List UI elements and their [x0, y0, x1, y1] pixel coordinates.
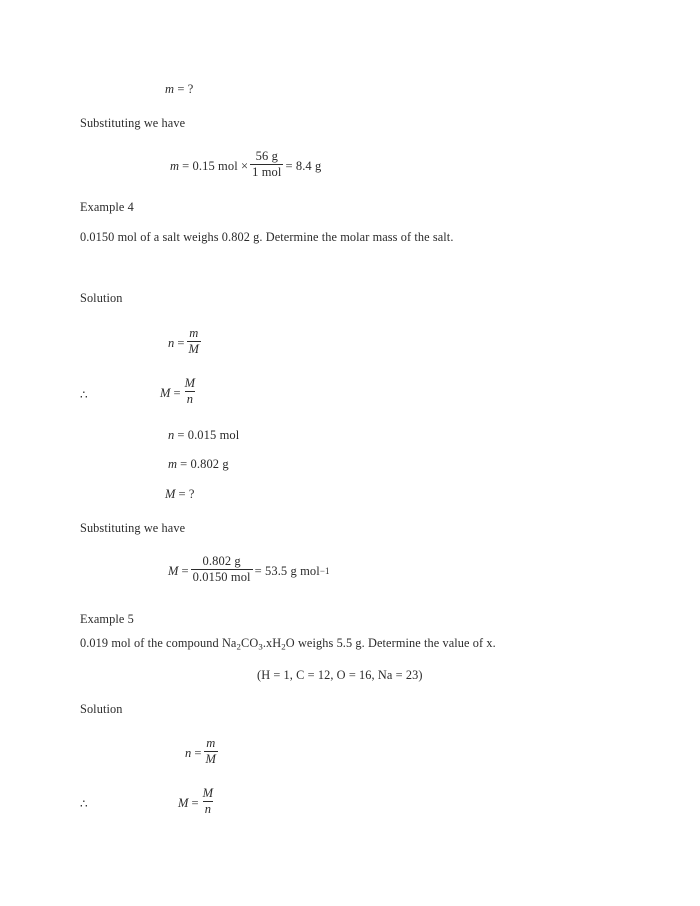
superscript-minus-one: −1 — [319, 565, 330, 576]
equation-mass-rhs: = 8.4 g — [285, 158, 322, 173]
fraction-denominator: n — [204, 801, 212, 816]
heading-example-4: Example 4 — [80, 200, 134, 214]
equation-M-equals-M-over-n-2: M = $\frac{M}{n}$ — [178, 786, 214, 816]
problem-statement-example-4: 0.0150 mol of a salt weighs 0.802 g. Determine the molar mass of the salt. — [80, 230, 454, 244]
fraction-denominator: n — [186, 391, 194, 406]
problem-statement-example-5 — [80, 636, 496, 652]
problem-text-after: O weighs 5.5 g. Determine the value of x. — [285, 636, 496, 650]
atomic-masses-note: (H = 1, C = 12, O = 16, Na = 23) — [257, 668, 423, 682]
fraction-numerator: 56 g — [255, 149, 278, 164]
subscript-co-3: 3 — [258, 641, 263, 652]
fraction-denominator: M — [188, 341, 200, 356]
equation-m-unknown: m = ? — [165, 82, 194, 96]
subscript-na-2: 2 — [236, 641, 242, 652]
heading-solution-1: Solution — [80, 291, 123, 305]
therefore-symbol-2: ∴ — [80, 797, 88, 811]
fraction-numerator: M — [202, 786, 214, 801]
equation-n-equals-m-over-M-2: n = $\frac{m}{M}$ — [185, 736, 217, 766]
fraction-denominator: 0.0150 mol — [192, 569, 251, 584]
fraction-0802g-00150mol — [191, 555, 253, 584]
heading-example-5: Example 5 — [80, 612, 134, 626]
equation-molar-mass-rhs: = 53.5 g mol — [254, 563, 320, 578]
therefore-symbol-1: ∴ — [80, 388, 88, 402]
subscript-h-2: 2 — [281, 641, 286, 652]
fraction-denominator: M — [205, 751, 217, 766]
problem-text-mid2: .xH — [262, 636, 282, 650]
fraction-m-over-M-2 — [204, 737, 219, 766]
fraction-numerator: M — [184, 376, 196, 391]
equation-mass-calculation: m = 0.15 mol × $\frac{56 g}{\text{1 mol}}$ = 8.4 g — [170, 149, 322, 179]
fraction-numerator: m — [206, 736, 216, 751]
equation-molar-mass-calculation: M = $\frac{0.802 g}{\text{0.0150 mol}}$ = 53.5 g mol −1 — [168, 554, 330, 584]
value-m: m = 0.802 g — [168, 457, 229, 471]
fraction-numerator: 0.802 g — [202, 554, 241, 569]
fraction-M-over-n-2 — [201, 787, 216, 816]
problem-text-mid1: CO — [241, 636, 259, 650]
fraction-56g-1mol — [250, 150, 283, 179]
fraction-denominator: 1 mol — [252, 164, 282, 179]
equation-M-unknown: M = ? — [165, 487, 195, 501]
value-n: n = 0.015 mol — [168, 428, 240, 442]
fraction-numerator: m — [189, 326, 199, 341]
fraction-M-over-n-1 — [183, 377, 198, 406]
substituting-text-2: Substituting we have — [80, 521, 186, 535]
substituting-text-1: Substituting we have — [80, 116, 186, 130]
fraction-m-over-M-1 — [187, 327, 202, 356]
equation-M-equals-M-over-n-1: M = $\frac{M}{n}$ — [160, 376, 196, 406]
equation-n-equals-m-over-M-1: n = $\frac{m}{M}$ — [168, 326, 200, 356]
problem-text-before: 0.019 mol of the compound Na — [80, 636, 237, 650]
heading-solution-2: Solution — [80, 702, 123, 716]
